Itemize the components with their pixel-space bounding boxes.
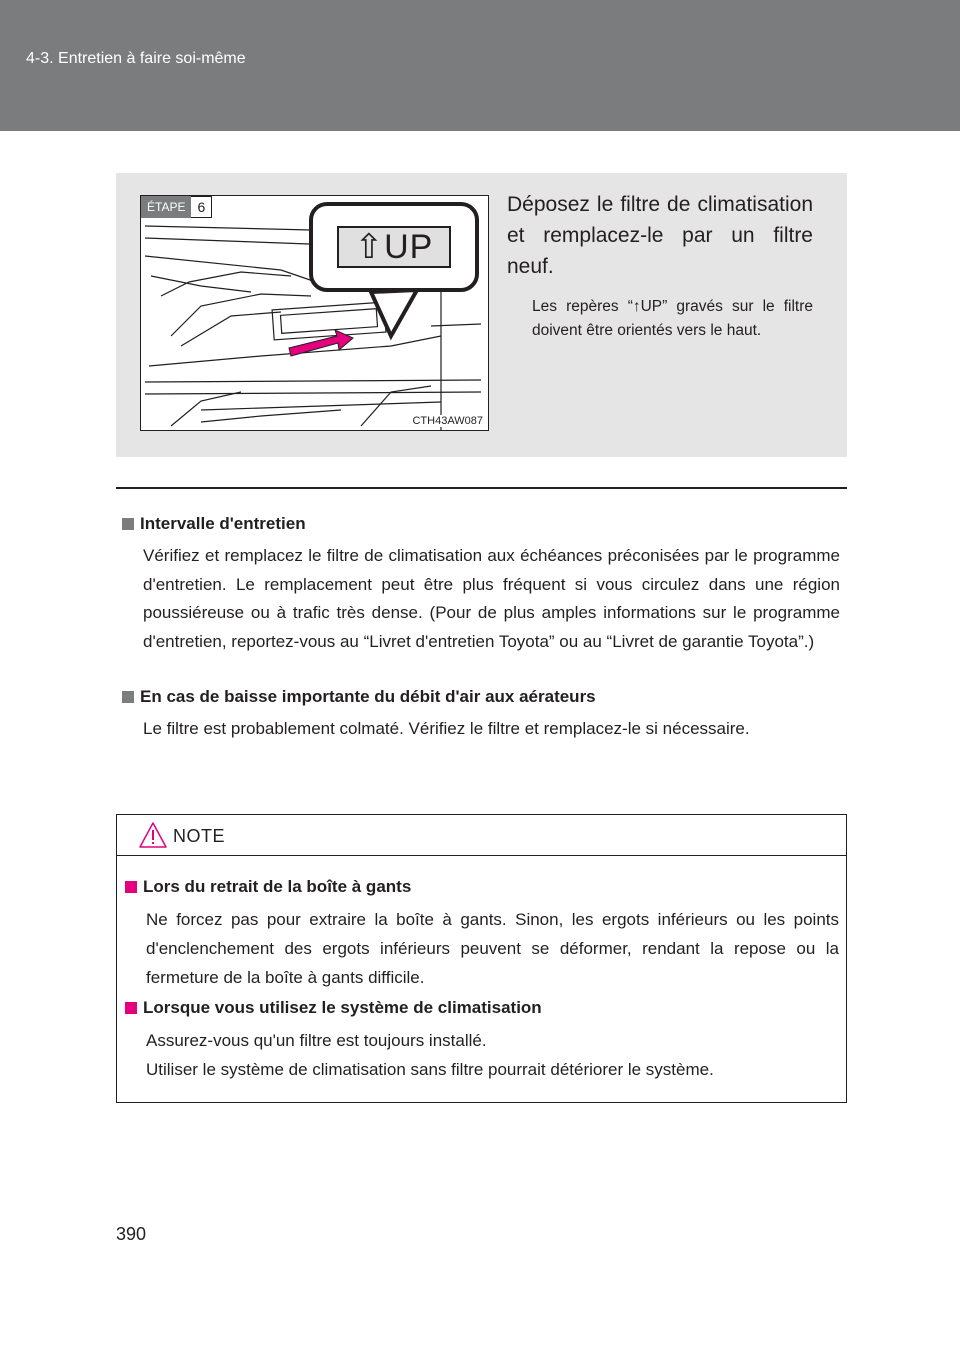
note-line: Utiliser le système de climatisation sans filtre pourrait détériorer le système. [146, 1060, 714, 1079]
note-line: Assurez-vous qu'un filtre est toujours installé. [146, 1031, 487, 1050]
square-bullet-icon [125, 1002, 137, 1014]
section-body: Le filtre est probablement colmaté. Vérifiez le filtre et remplacez-le si nécessaire. [143, 719, 750, 738]
filter-illustration [140, 195, 489, 431]
note-climate-section [125, 995, 839, 1084]
section-heading: Intervalle d'entretien [140, 514, 306, 533]
step-instruction: Déposez le filtre de climatisation et remplacez-le par un filtre neuf. [507, 193, 813, 278]
note-body: Ne forcez pas pour extraire la boîte à gants. Sinon, les ergots inférieurs ou les points d'enclenchement des ergots inférieurs peuvent se déformer, rendant la repose ou la fermeture de la boîte à gants difficile. [146, 910, 839, 987]
section-title: 4-3. Entretien à faire soi-même [26, 50, 246, 67]
up-marking: ⇧UP [337, 226, 451, 268]
step-note: Les repères “↑UP” gravés sur le filtre doivent être orientés vers le haut. [532, 298, 813, 339]
note-heading: Lorsque vous utilisez le système de climatisation [143, 998, 542, 1017]
step-tag [141, 196, 212, 218]
note-heading: Lors du retrait de la boîte à gants [143, 877, 412, 896]
step-label: ÉTAPE [141, 196, 191, 218]
figure-code: CTH43AW087 [412, 415, 483, 427]
note-title: NOTE [173, 826, 226, 846]
note-box [116, 814, 847, 1103]
note-body [146, 1026, 839, 1084]
maintenance-interval-section [122, 511, 840, 657]
note-header [117, 815, 846, 856]
airflow-drop-section [122, 684, 840, 744]
square-bullet-icon [122, 691, 134, 703]
header-band [0, 0, 960, 131]
square-bullet-icon [125, 881, 137, 893]
note-glovebox-section [125, 874, 839, 992]
warning-triangle-icon [138, 821, 168, 849]
up-callout-bubble [309, 202, 479, 292]
section-heading: En cas de baisse importante du débit d'air aux aérateurs [140, 687, 596, 706]
section-divider [116, 487, 847, 489]
square-bullet-icon [122, 518, 134, 530]
section-body: Vérifiez et remplacez le filtre de climatisation aux échéances préconisées par le programme d'entretien. Le remplacement peut être plus fréquent si vous circulez dans une région poussiéreuse ou à trafic très dense. (Pour de plus amples informations sur le programme d'entretien, reportez-vous au “Livret d'entretien Toyota” ou au “Livret de garantie Toyota”.) [143, 546, 840, 652]
step-number: 6 [191, 196, 212, 218]
page-number: 390 [116, 1224, 147, 1244]
step-panel [116, 173, 847, 457]
